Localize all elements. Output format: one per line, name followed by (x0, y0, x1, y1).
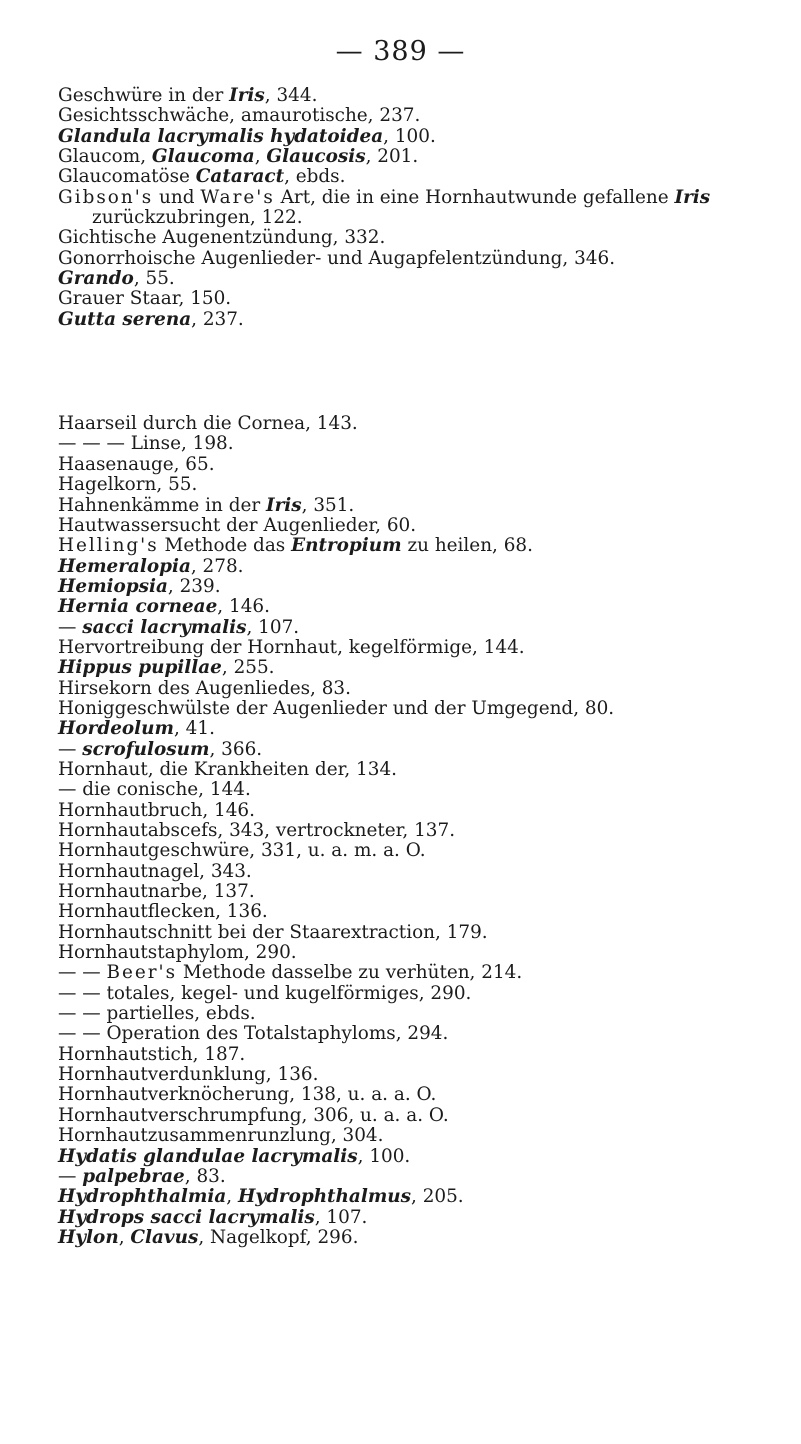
entry-text: — — — Linse, 198. (58, 433, 234, 455)
entry-text: Glandula lacrymalis hydatoidea (58, 125, 384, 147)
entry-text: , 55. (133, 268, 175, 290)
index-entry (58, 577, 758, 597)
entry-text: Hornhautbruch, 146. (58, 799, 255, 821)
entry-text: Hydrops sacci lacrymalis (58, 1206, 315, 1228)
entry-text: scrofulosum (82, 738, 210, 760)
entry-text: Gesichtsschwäche, amaurotische, 237. (58, 105, 421, 127)
index-entry (58, 984, 758, 1004)
index-entry (58, 188, 758, 229)
entry-text: Hahnenkämme in der (58, 494, 266, 516)
entry-text: — — partielles, ebds. (58, 1003, 256, 1025)
entry-text: Iris (674, 186, 711, 208)
index-entry (58, 1228, 758, 1248)
entry-text: Hornhautverdunklung, 136. (58, 1064, 319, 1086)
entry-text: palpebrae (82, 1165, 185, 1187)
entry-text: Hydrophthalmus (237, 1186, 412, 1208)
index-entry (58, 780, 758, 800)
entry-text: Clavus (130, 1226, 199, 1248)
entry-text: , 146. (217, 596, 270, 618)
entry-text: Hornhautnarbe, 137. (58, 881, 255, 903)
entry-text: , (254, 146, 267, 168)
index-entry (58, 740, 758, 760)
entry-text: Hornhautzusammenrunzlung, 304. (58, 1125, 384, 1147)
entry-text: Methode dasselbe zu verhüten, 214. (177, 962, 523, 984)
entry-text: Grauer Staar, 150. (58, 288, 232, 310)
entry-text: , ebds. (284, 166, 346, 188)
entry-text: Haarseil durch die Cornea, 143. (58, 413, 358, 435)
entry-text: , (118, 1226, 131, 1248)
entry-text: sacci lacrymalis (82, 616, 247, 638)
entry-text: , (226, 1186, 238, 1208)
index-entry (58, 658, 758, 678)
entry-text: Honiggeschwülste der Augenlieder und der Umgegend, 80. (58, 697, 615, 719)
entry-text: Hemeralopia (58, 555, 191, 577)
index-entry (58, 414, 758, 434)
index-entry (58, 516, 758, 536)
entry-text: — — Operation des Totalstaphyloms, 294. (58, 1023, 449, 1045)
entry-text: Haasenauge, 65. (58, 453, 215, 475)
entry-text: Hornhautstich, 187. (58, 1043, 246, 1065)
entry-text: Gonorrhoische Augenlieder- und Augapfelentzündung, 346. (58, 247, 616, 269)
entry-text: , 205. (411, 1186, 464, 1208)
entry-text: Gichtische Augenentzündung, 332. (58, 227, 386, 249)
entry-text: , 100. (357, 1145, 411, 1167)
entry-text: Glaucom, (58, 146, 152, 168)
entry-text: Hippus pupillae (58, 657, 222, 679)
entry-text: Hemiopsia (58, 575, 168, 597)
index-entry (58, 1004, 758, 1024)
index-entry (58, 1126, 758, 1146)
entry-text: Hornhautverschrumpfung, 306, u. a. a. O. (58, 1104, 449, 1126)
entry-text: Glaucomatöse (58, 166, 196, 188)
entry-text: Hornhautschnitt bei der Staarextraction, 179. (58, 921, 488, 943)
entry-text: Iris (266, 494, 302, 516)
entry-text: , 41. (173, 718, 215, 740)
index-entry (58, 536, 758, 556)
entry-text: Hautwassersucht der Augenlieder, 60. (58, 514, 417, 536)
index-entry (58, 1187, 758, 1207)
entry-text: — (58, 738, 83, 760)
entry-text: Methode das (158, 535, 292, 557)
index-entry (58, 249, 758, 269)
entry-text: zu heilen, 68. (401, 535, 533, 557)
index-entry (58, 1045, 758, 1065)
index-entry (58, 86, 758, 106)
index-entry (58, 719, 758, 739)
section-gap (58, 330, 758, 414)
index-entry (58, 557, 758, 577)
entry-text: Gibson's (58, 186, 154, 208)
entry-text: Hordeolum (58, 718, 174, 740)
entry-text: Hydatis glandulae lacrymalis (58, 1145, 358, 1167)
index-entry (58, 127, 758, 147)
entry-text: , 201. (365, 146, 419, 168)
index-entry (58, 434, 758, 454)
index-entry (58, 841, 758, 861)
index-entry (58, 167, 758, 187)
entry-text: Glaucosis (266, 146, 366, 168)
index-entry (58, 228, 758, 248)
index-entry (58, 801, 758, 821)
entry-text: — die conische, 144. (58, 779, 251, 801)
index-entry (58, 821, 758, 841)
index-entry (58, 597, 758, 617)
entry-text: und (153, 186, 201, 208)
entry-text: Hagelkorn, 55. (58, 474, 198, 496)
index-entry (58, 1208, 758, 1228)
entry-text: Art, die in eine Hornhautwunde gefallene (274, 186, 675, 208)
entry-text: — — (58, 962, 107, 984)
entry-text: Hornhautstaphylom, 290. (58, 942, 297, 964)
index-entry (58, 862, 758, 882)
entry-text: Ware's (200, 186, 275, 208)
index-entry (58, 1147, 758, 1167)
entry-text: Helling's (58, 535, 159, 557)
index-entry (58, 1085, 758, 1105)
index-entry (58, 638, 758, 658)
index-entry (58, 618, 758, 638)
index-list (58, 86, 758, 1248)
entry-text: Hervortreibung der Hornhaut, kegelförmige, 144. (58, 636, 525, 658)
index-entry (58, 1106, 758, 1126)
entry-text: , 344. (264, 85, 318, 106)
entry-text: Geschwüre in der (58, 85, 230, 106)
index-entry (58, 496, 758, 516)
entry-text: Hornhautverknöcherung, 138, u. a. a. O. (58, 1084, 437, 1106)
entry-text: Cataract (195, 166, 285, 188)
index-entry (58, 679, 758, 699)
index-entry (58, 760, 758, 780)
index-entry (58, 923, 758, 943)
entry-text: — (58, 616, 83, 638)
page-number: — 389 — (335, 36, 466, 67)
index-entry (58, 289, 758, 309)
entry-text: Hornhautabscefs, 343, vertrockneter, 137. (58, 820, 456, 841)
index-entry (58, 902, 758, 922)
entry-text: Hirsekorn des Augenliedes, 83. (58, 677, 351, 699)
index-entry (58, 269, 758, 289)
index-entry (58, 882, 758, 902)
entry-text: , 107. (246, 616, 300, 638)
entry-text: Hornhaut, die Krankheiten der, 134. (58, 758, 397, 780)
entry-text: , Nagelkopf, 296. (198, 1226, 359, 1248)
index-entry (58, 310, 758, 330)
entry-text: , 107. (314, 1206, 368, 1228)
entry-text: Hydrophthalmia (58, 1186, 227, 1208)
index-entry (58, 147, 758, 167)
index-entry (58, 106, 758, 126)
entry-text: , 83. (184, 1165, 226, 1187)
entry-text: Iris (229, 85, 265, 106)
entry-text: Grando (58, 268, 134, 290)
entry-text: zurückzubringen, 122. (92, 207, 303, 229)
entry-text: Entropium (291, 535, 402, 557)
entry-text: Beer's (106, 962, 178, 984)
index-entry (58, 943, 758, 963)
entry-text: Hernia corneae (58, 596, 218, 618)
entry-text: Hornhautflecken, 136. (58, 901, 268, 923)
index-entry (58, 475, 758, 495)
index-entry (58, 963, 758, 983)
entry-text: , 237. (191, 308, 244, 330)
entry-text: , 366. (209, 738, 263, 760)
index-entry (58, 1065, 758, 1085)
index-entry (58, 1024, 758, 1044)
entry-text: Hornhautgeschwüre, 331, u. a. m. a. O. (58, 840, 426, 862)
index-entry (58, 699, 758, 719)
entry-text: , 351. (301, 494, 355, 516)
entry-text: Hornhautnagel, 343. (58, 860, 252, 882)
entry-text: — — totales, kegel- und kugelförmiges, 290. (58, 982, 472, 1004)
entry-text: Gutta serena (58, 308, 192, 330)
entry-text: , 239. (167, 575, 221, 597)
entry-text: Hylon (58, 1226, 119, 1248)
entry-text: Glaucoma (151, 146, 255, 168)
entry-text: , 278. (190, 555, 244, 577)
entry-text: , 100. (383, 125, 436, 147)
entry-text: , 255. (221, 657, 275, 679)
index-entry (58, 1167, 758, 1187)
index-entry (58, 455, 758, 475)
entry-text: — (58, 1165, 83, 1187)
